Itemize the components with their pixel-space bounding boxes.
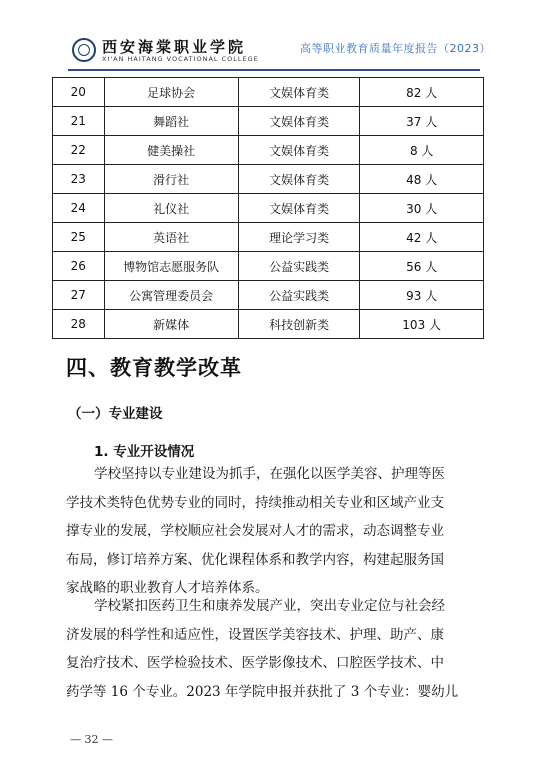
- page-header: [0, 0, 540, 72]
- header-divider: [68, 69, 480, 71]
- member-count: 30 人: [360, 194, 484, 223]
- paragraph-1: [66, 460, 486, 603]
- club-type: 文娱体育类: [238, 165, 360, 194]
- row-number: 24: [53, 194, 105, 223]
- row-number: 23: [53, 165, 105, 194]
- member-count: 82 人: [360, 78, 484, 107]
- chapter-heading: 四、教育教学改革: [66, 356, 242, 380]
- paragraph-line: 复治疗技术、医学检验技术、医学影像技术、口腔医学技术、中: [66, 655, 444, 672]
- member-count: 8 人: [360, 136, 484, 165]
- club-name: 礼仪社: [104, 194, 238, 223]
- row-number: 25: [53, 223, 105, 252]
- paragraph-line: 学校坚持以专业建设为抓手，在强化以医学美容、护理等医: [94, 466, 445, 482]
- member-count: 56 人: [360, 252, 484, 281]
- table-row: [53, 281, 484, 310]
- member-count: 103 人: [360, 310, 484, 339]
- member-count: 37 人: [360, 107, 484, 136]
- row-number: 27: [53, 281, 105, 310]
- row-number: 20: [53, 78, 105, 107]
- club-name: 博物馆志愿服务队: [104, 252, 238, 281]
- club-name: 公寓管理委员会: [104, 281, 238, 310]
- club-name: 舞蹈社: [104, 107, 238, 136]
- paragraph-line: 济发展的科学性和适应性，设置医学美容技术、护理、助产、康: [66, 626, 444, 643]
- paragraph-line: 药学等 16 个专业。2023 年学院申报并获批了 3 个专业：婴幼儿: [66, 683, 459, 700]
- member-count: 42 人: [360, 223, 484, 252]
- paragraph-line: 布局，修订培养方案、优化课程体系和教学内容，构建起服务国: [66, 551, 444, 568]
- row-number: 22: [53, 136, 105, 165]
- report-title: 高等职业教育质量年度报告（2023）: [300, 42, 491, 55]
- club-name: 新媒体: [104, 310, 238, 339]
- club-type: 公益实践类: [238, 252, 360, 281]
- club-name: 足球协会: [104, 78, 238, 107]
- table-row: [53, 107, 484, 136]
- club-table: [52, 77, 484, 339]
- row-number: 28: [53, 310, 105, 339]
- table-row: [53, 223, 484, 252]
- table-row: [53, 310, 484, 339]
- member-count: 48 人: [360, 165, 484, 194]
- paragraph-line: 撑专业的发展，学校顺应社会发展对人才的需求，动态调整专业: [66, 523, 444, 540]
- row-number: 21: [53, 107, 105, 136]
- paragraph-line: 学技术类特色优势专业的同时，持续推动相关专业和区域产业支: [66, 494, 444, 511]
- college-logo-icon: [72, 38, 96, 62]
- club-type: 文娱体育类: [238, 107, 360, 136]
- row-number: 26: [53, 252, 105, 281]
- club-type: 公益实践类: [238, 281, 360, 310]
- member-count: 93 人: [360, 281, 484, 310]
- college-name-cn: 西安海棠职业学院: [102, 38, 247, 56]
- paragraph-line: 学校紧扣医药卫生和康养发展产业，突出专业定位与社会经: [94, 598, 445, 614]
- club-type: 理论学习类: [238, 223, 360, 252]
- college-name-en: XI'AN HAITANG VOCATIONAL COLLEGE: [102, 55, 259, 63]
- club-type: 文娱体育类: [238, 194, 360, 223]
- table-row: [53, 194, 484, 223]
- club-type: 文娱体育类: [238, 136, 360, 165]
- table-row: [53, 252, 484, 281]
- club-name: 英语社: [104, 223, 238, 252]
- paragraph-line: 家战略的职业教育人才培养体系。: [66, 580, 269, 597]
- table-row: [53, 165, 484, 194]
- paragraph-2: [66, 592, 486, 706]
- club-type: 文娱体育类: [238, 78, 360, 107]
- page-number: — 32 —: [70, 733, 113, 746]
- club-type: 科技创新类: [238, 310, 360, 339]
- subsection-heading: 1. 专业开设情况: [94, 444, 195, 460]
- club-name: 健美操社: [104, 136, 238, 165]
- table-row: [53, 136, 484, 165]
- club-name: 滑行社: [104, 165, 238, 194]
- section-heading: （一）专业建设: [68, 406, 163, 422]
- table-row: [53, 78, 484, 107]
